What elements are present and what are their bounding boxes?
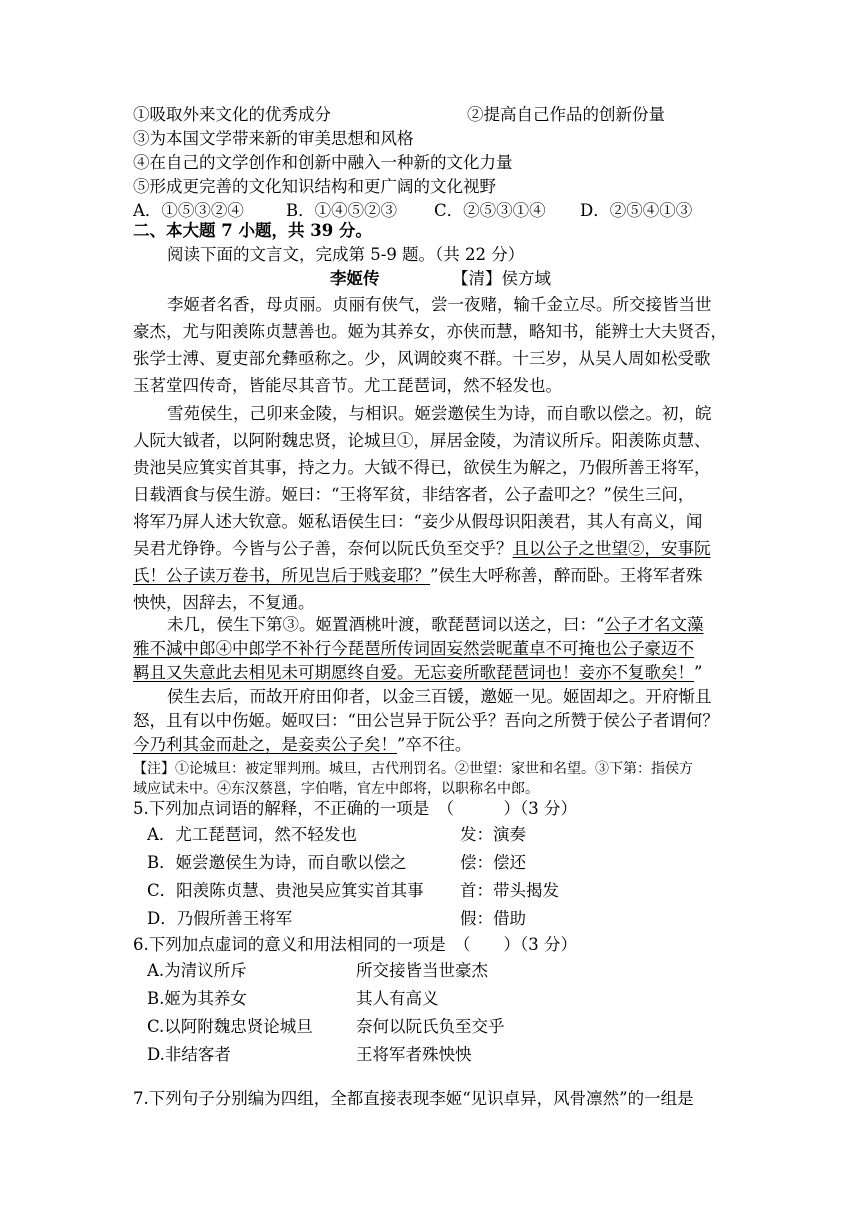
option-5: ⑤形成更完善的文化知识结构和更广阔的文化视野 <box>133 177 496 196</box>
option-4: ④在自己的文学创作和创新中融入一种新的文化力量 <box>133 153 513 172</box>
answer-choice-a: A．①⑤③②④ <box>133 201 244 220</box>
passage-line <box>133 661 702 685</box>
footnote: 【注】①论城旦：被定罪判刑。城旦，古代刑罚名。②世望：家世和名望。③下第：指侯方 <box>133 761 693 777</box>
q5-option-left: D．乃假所善王将军 <box>147 909 293 928</box>
passage-line: 张学士溥、夏吏部允彝亟称之。少，风调皎爽不群。十三岁，从吴人周如松受歌 <box>133 349 711 368</box>
underlined-sentence: 羁且又失意此去相见未可期愿终自爱。无忘妾所歌琵琶词也！妾亦不复歌矣！ <box>133 663 694 682</box>
passage-title: 李姬传 <box>330 269 380 288</box>
passage-line: 李姬者名香，母贞丽。贞丽有侠气，尝一夜赌，输千金立尽。所交接皆当世 <box>167 295 712 314</box>
passage-text: ”卒不往。 <box>397 735 472 754</box>
passage-line: 怏怏，因辞去，不复通。 <box>133 593 315 612</box>
q6-option-left: D.非结客者 <box>147 1045 231 1064</box>
question-6-stem: 6.下列加点虚词的意义和用法相同的一项是 （ ）（3 分） <box>133 935 577 954</box>
q6-option-left: C.以阿附魏忠贤论城旦 <box>147 1017 313 1036</box>
option-3: ③为本国文学带来新的审美思想和风格 <box>133 129 414 148</box>
underlined-sentence: 雅不減中郎④中郎学不补行今琵琶所传词固妄然尝昵董卓不可掩也公子豪迈不 <box>133 639 694 658</box>
passage-line: 怒，且有以中伤姬。姬叹曰：“田公岂异于阮公乎？吾向之所赞于侯公子者谓何？ <box>133 711 719 730</box>
q5-option-left: B．姬尝邀侯生为诗，而自歌以偿之 <box>147 853 407 872</box>
passage-line <box>133 537 711 561</box>
passage-author: 【清】侯方域 <box>452 269 551 288</box>
q5-option-right: 偿：偿还 <box>460 853 526 872</box>
passage-line: 雪苑侯生，己卯来金陵，与相识。姬尝邀侯生为诗，而自歌以偿之。初，皖 <box>167 404 712 423</box>
underlined-sentence: 氏！公子读万卷书，所见岂后于贱妾耶？ <box>133 566 430 585</box>
q5-option-right: 首：带头揭发 <box>460 881 559 900</box>
reading-instruction: 阅读下面的文言文，完成第 5-9 题。（共 22 分） <box>167 245 525 264</box>
q5-option-left: A．尤工琵琶词，然不轻发也 <box>147 825 357 844</box>
underlined-sentence: 且以公子之世望②，安事阮 <box>512 539 711 558</box>
underlined-sentence: 公子才名文藻 <box>604 615 704 634</box>
q6-option-left: A.为清议所斥 <box>147 961 247 980</box>
passage-line: 侯生去后，而故开府田仰者，以金三百锾，邀姬一见。姬固却之。开府惭且 <box>167 687 712 706</box>
q6-option-right: 其人有高义 <box>356 989 439 1008</box>
q5-option-right: 发：演奏 <box>460 825 526 844</box>
passage-text: ” <box>694 663 703 682</box>
answer-choice-b: B．①④⑤②③ <box>286 201 398 220</box>
footnote-cont: 域应试未中。④东汉蔡邕，字伯喈，官左中郎将，以职称名中郎。 <box>133 781 539 797</box>
passage-line: 人阮大钺者，以阿附魏忠贤，论城旦①，屏居金陵，为清议所斥。阳羡陈贞慧、 <box>133 431 711 450</box>
q5-option-right: 假：借助 <box>460 909 526 928</box>
passage-text: 吴君尤铮铮。今皆与公子善，奈何以阮氏负至交乎？ <box>133 539 513 558</box>
answer-choice-d: D．②⑤④①③ <box>580 201 693 220</box>
passage-line <box>133 564 702 588</box>
passage-line: 将军乃屏人述大钦意。姬私语侯生曰：“妾少从假母识阳羡君，其人有高义，闻 <box>133 512 703 531</box>
q5-option-left: C．阳羡陈贞慧、贵池吴应箕实首其事 <box>147 881 424 900</box>
section-heading: 二、本大题 7 小题，共 39 分。 <box>133 221 372 240</box>
answer-choice-c: C．②⑤③①④ <box>434 201 546 220</box>
passage-line: 玉茗堂四传奇，皆能尽其音节。尤工琵琶词，然不轻发也。 <box>133 376 562 395</box>
underlined-sentence: 今乃利其金而赴之，是妾卖公子矣！ <box>133 735 397 754</box>
passage-line: 豪杰，尤与阳羡陈贞慧善也。姬为其养女，亦侠而慧，略知书，能辨士大夫贤否， <box>133 322 727 341</box>
option-2: ②提高自己作品的创新份量 <box>467 105 665 124</box>
q6-option-right: 奈何以阮氏负至交乎 <box>356 1017 505 1036</box>
passage-text: ”侯生大呼称善，醉而卧。王将军者殊 <box>430 566 703 585</box>
passage-line: 贵池吴应箕实首其事，持之力。大钺不得已，欲侯生为解之，乃假所善王将军， <box>133 458 711 477</box>
passage-text: 未几，侯生下第③。姬置酒桃叶渡，歌琵琶词以送之，曰：“ <box>167 615 605 634</box>
q6-option-left: B.姬为其养女 <box>147 989 247 1008</box>
question-7-stem: 7.下列句子分别编为四组，全都直接表现李姬“见识卓异，风骨凛然”的一组是 <box>133 1089 694 1108</box>
question-5-stem: 5.下列加点词语的解释，不正确的一项是 （ ）（3 分） <box>133 799 577 818</box>
q6-option-right: 所交接皆当世豪杰 <box>356 961 488 980</box>
passage-line <box>167 613 703 637</box>
q6-option-right: 王将军者殊怏怏 <box>356 1045 472 1064</box>
passage-line <box>133 733 471 757</box>
passage-line: 日载酒食与侯生游。姬曰：“王将军贫，非结客者，公子盍叩之？”侯生三问， <box>133 485 695 504</box>
option-1: ①吸取外来文化的优秀成分 <box>133 105 331 124</box>
